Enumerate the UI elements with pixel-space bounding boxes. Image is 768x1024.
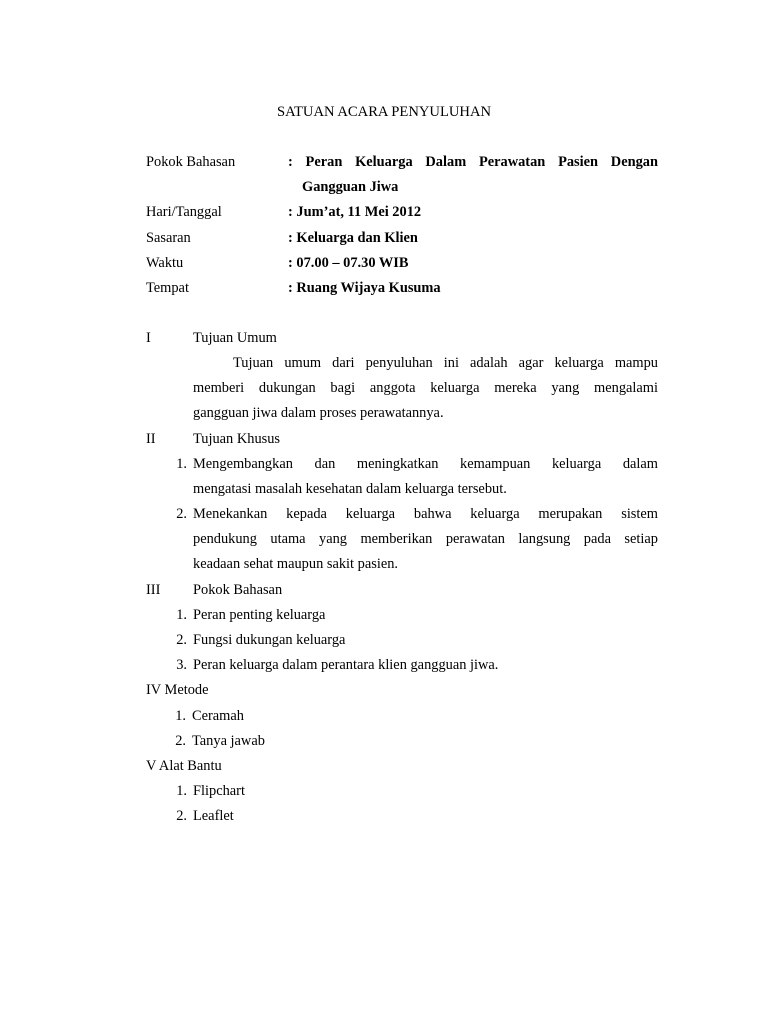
section-3-item-1-number: 1. (176, 607, 187, 623)
section-3-item-3-text: Peran keluarga dalam perantara klien gangguan jiwa. (193, 657, 499, 673)
section-2-item-1-number: 1. (176, 456, 187, 472)
section-4-item-1-text: Ceramah (192, 708, 244, 724)
info-label-hari-tanggal: Hari/Tanggal (146, 204, 222, 220)
document-title: SATUAN ACARA PENYULUHAN (276, 104, 492, 120)
info-label-pokok-bahasan: Pokok Bahasan (146, 154, 236, 170)
section-3-item-3-number: 3. (176, 657, 187, 673)
section-2-item-1-line-2: mengatasi masalah kesehatan dalam keluarga tersebut. (193, 481, 507, 497)
section-3-heading: Pokok Bahasan (193, 582, 283, 598)
section-1-line-2: memberi dukungan bagi anggota keluarga mereka yang mengalami (193, 380, 658, 396)
info-value-tempat: : Ruang Wijaya Kusuma (288, 280, 441, 296)
section-2-heading: Tujuan Khusus (193, 431, 281, 447)
info-label-tempat: Tempat (146, 280, 189, 296)
info-value-hari-tanggal: : Jum’at, 11 Mei 2012 (288, 204, 422, 220)
section-1-line-1: Tujuan umum dari penyuluhan ini adalah agar keluarga mampu (233, 355, 658, 371)
section-2-item-2-number: 2. (176, 506, 187, 522)
section-4-item-2-text: Tanya jawab (192, 733, 265, 749)
info-label-waktu: Waktu (146, 255, 184, 271)
info-value-pokok-bahasan-cont: Gangguan Jiwa (302, 179, 399, 195)
section-1-numeral: I (146, 330, 151, 346)
section-2-item-2-line-2: pendukung utama yang memberikan perawatan langsung pada setiap (193, 531, 658, 547)
section-5-item-2-text: Leaflet (193, 808, 234, 824)
section-3-numeral: III (146, 582, 161, 598)
section-4-item-2-number: 2. (175, 733, 186, 749)
info-value-sasaran: : Keluarga dan Klien (288, 230, 418, 246)
section-1-paragraph (193, 351, 658, 426)
section-3-item-2-number: 2. (176, 632, 187, 648)
section-3-item-1-text: Peran penting keluarga (193, 607, 326, 623)
section-5-item-1-text: Flipchart (193, 783, 245, 799)
info-value-waktu: : 07.00 – 07.30 WIB (288, 255, 409, 271)
section-2-item-2 (193, 502, 658, 577)
info-label-sasaran: Sasaran (146, 230, 191, 246)
section-4-heading: IV Metode (146, 682, 209, 698)
section-4-item-1-number: 1. (175, 708, 186, 724)
section-1-line-3: gangguan jiwa dalam proses perawatannya. (193, 405, 444, 421)
section-5-item-2-number: 2. (176, 808, 187, 824)
section-2-item-2-line-3: keadaan sehat maupun sakit pasien. (193, 556, 398, 572)
section-1-heading: Tujuan Umum (193, 330, 277, 346)
section-2-item-2-line-1: Menekankan kepada keluarga bahwa keluarga merupakan sistem (193, 506, 658, 522)
section-2-item-1 (193, 452, 658, 502)
section-2-numeral: II (146, 431, 156, 447)
section-5-item-1-number: 1. (176, 783, 187, 799)
section-5-heading: V Alat Bantu (146, 758, 222, 774)
section-3-item-2-text: Fungsi dukungan keluarga (193, 632, 346, 648)
info-value-pokok-bahasan: : Peran Keluarga Dalam Perawatan Pasien Dengan (288, 154, 658, 170)
section-2-item-1-line-1: Mengembangkan dan meningkatkan kemampuan keluarga dalam (193, 456, 658, 472)
